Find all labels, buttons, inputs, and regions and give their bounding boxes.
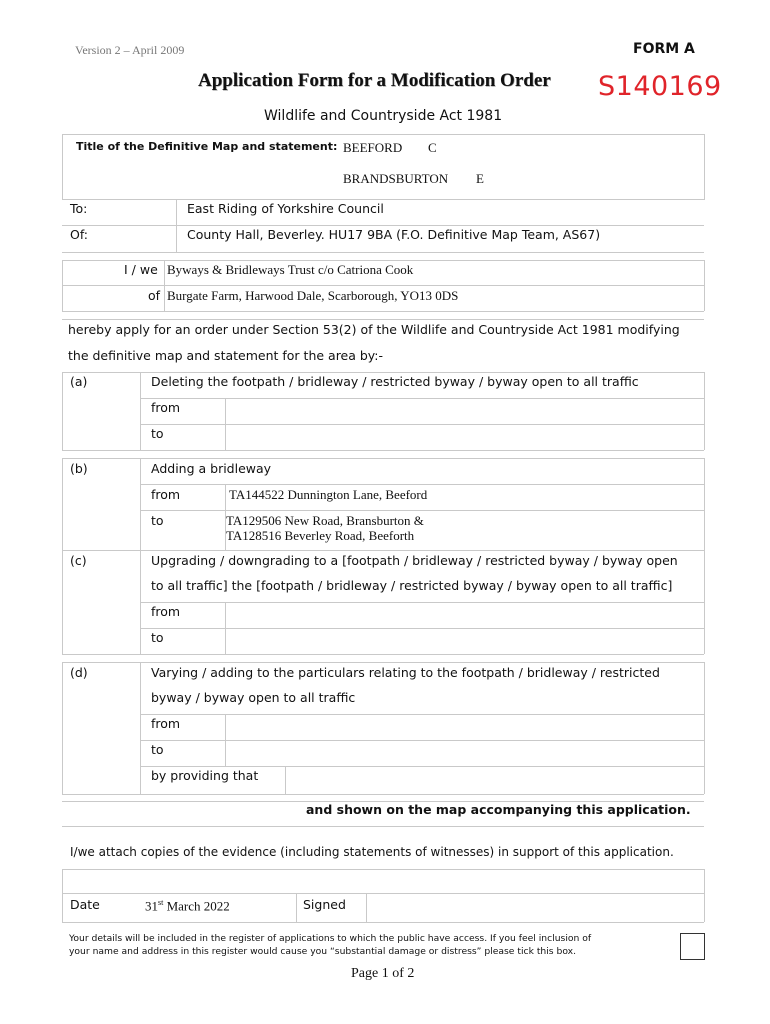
section-b-to-value: TA128516 Beverley Road, Beeforth: [226, 528, 415, 543]
date-value: 31st March 2022: [145, 898, 230, 914]
privacy-tick-checkbox[interactable]: [680, 933, 705, 960]
intro-line: the definitive map and statement for the area by:-: [68, 348, 384, 363]
page-number: Page 1 of 2: [351, 966, 415, 981]
section-b-text: Adding a bridleway: [151, 461, 272, 476]
section-c-text: Upgrading / downgrading to a [footpath / bridleway / restricted byway / byway open: [151, 553, 678, 568]
section-b-to-label: to: [151, 513, 164, 528]
applicant-name: Byways & Bridleways Trust c/o Catriona Cook: [167, 262, 414, 277]
section-a-from-label: from: [151, 400, 181, 415]
form-label: FORM A: [633, 41, 695, 57]
section-b-from-label: from: [151, 487, 181, 502]
map-entry-name: BEEFORD: [343, 140, 403, 155]
reference-stamp: S140169: [598, 71, 722, 102]
version-label: Version 2 – April 2009: [75, 43, 185, 57]
section-a-text: Deleting the footpath / bridleway / restricted byway / byway open to all traffic: [151, 374, 639, 389]
map-entry-code: C: [428, 140, 437, 155]
section-d-text: byway / byway open to all traffic: [151, 690, 356, 705]
of-label: Of:: [70, 227, 89, 242]
section-b-label: (b): [70, 461, 88, 476]
applicant-of-label: of: [148, 288, 161, 303]
definitive-map-label: Title of the Definitive Map and statement:: [76, 140, 338, 153]
date-label: Date: [70, 897, 100, 912]
to-label: To:: [70, 201, 88, 216]
shown-on-map-text: and shown on the map accompanying this application.: [306, 802, 691, 817]
section-b-from-value: TA144522 Dunnington Lane, Beeford: [229, 487, 428, 502]
evidence-statement: I/we attach copies of the evidence (including statements of witnesses) in support of this application.: [70, 845, 674, 859]
section-d-to-label: to: [151, 742, 164, 757]
privacy-notice: your name and address in this register would cause you “substantial damage or distress” please tick this box.: [69, 946, 577, 957]
map-entry-name: BRANDSBURTON: [343, 171, 449, 186]
intro-line: hereby apply for an order under Section 53(2) of the Wildlife and Countryside Act 1981 modifying: [68, 322, 680, 337]
page-title: Application Form for a Modification Order: [198, 70, 551, 91]
of-value: County Hall, Beverley. HU17 9BA (F.O. Definitive Map Team, AS67): [187, 227, 601, 242]
privacy-notice: Your details will be included in the register of applications to which the public have access. If you feel inclusion of: [69, 933, 592, 944]
section-c-from-label: from: [151, 604, 181, 619]
section-c-to-label: to: [151, 630, 164, 645]
section-a-label: (a): [70, 374, 88, 389]
to-value: East Riding of Yorkshire Council: [187, 201, 384, 216]
applicant-address: Burgate Farm, Harwood Dale, Scarborough, YO13 0DS: [167, 288, 459, 303]
section-a-to-label: to: [151, 426, 164, 441]
section-d-text: Varying / adding to the particulars relating to the footpath / bridleway / restricted: [151, 665, 660, 680]
section-c-text: to all traffic] the [footpath / bridleway / restricted byway / byway open to all traffic]: [151, 578, 673, 593]
section-c-label: (c): [70, 553, 87, 568]
section-d-label: (d): [70, 665, 88, 680]
act-subtitle: Wildlife and Countryside Act 1981: [264, 108, 503, 124]
section-b-to-value: TA129506 New Road, Bransburton &: [226, 513, 424, 528]
map-entry-code: E: [476, 171, 484, 186]
section-d-from-label: from: [151, 716, 181, 731]
signed-label: Signed: [303, 897, 346, 912]
section-d-providing-label: by providing that: [151, 768, 259, 783]
iwe-label: I / we: [124, 262, 158, 277]
